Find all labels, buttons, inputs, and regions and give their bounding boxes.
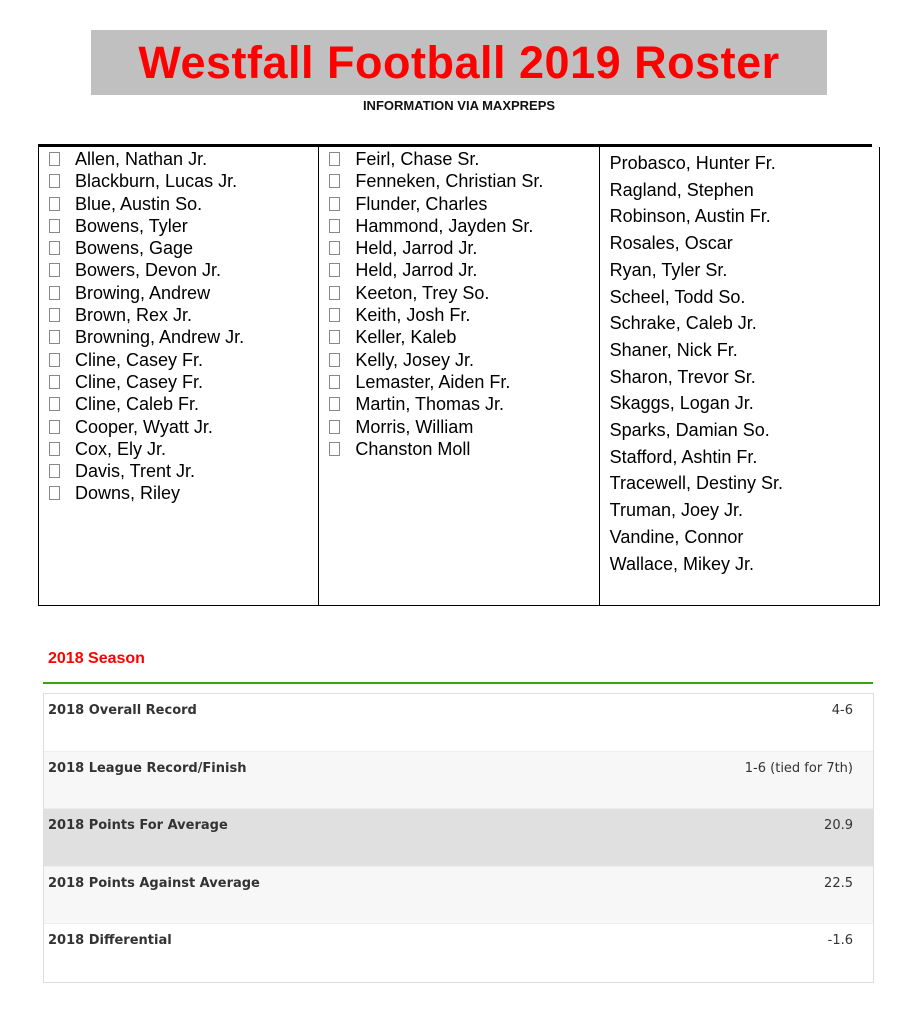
- roster-item: [319, 326, 598, 348]
- player-name: Ragland, Stephen: [609, 179, 754, 200]
- roster-item: [319, 304, 598, 326]
- player-name: Cline, Casey Fr.: [75, 371, 204, 392]
- checkbox-icon: [49, 486, 60, 500]
- player-name: Probasco, Hunter Fr.: [609, 153, 776, 173]
- player-name: Schrake, Caleb Jr.: [609, 313, 757, 334]
- roster-column-1: [39, 147, 319, 605]
- player-name: Chanston Moll: [355, 438, 471, 459]
- roster-item: [319, 349, 598, 371]
- roster-item: [600, 524, 879, 551]
- player-name: Shaner, Nick Fr.: [609, 339, 738, 360]
- roster-item: [39, 349, 318, 371]
- roster-item: [39, 282, 318, 304]
- player-name: Held, Jarrod Jr.: [355, 238, 478, 259]
- stat-value: 20.9: [824, 818, 853, 834]
- checkbox-icon: [329, 219, 340, 233]
- player-name: Bowens, Tyler: [75, 215, 188, 236]
- player-name: Stafford, Ashtin Fr.: [609, 446, 758, 467]
- checkbox-icon: [49, 197, 60, 211]
- roster-item: [600, 203, 879, 230]
- checkbox-icon: [329, 197, 340, 211]
- player-name: Downs, Riley: [75, 483, 181, 504]
- player-name: Blackburn, Lucas Jr.: [75, 171, 238, 192]
- stat-label: 2018 Points For Average: [48, 818, 228, 834]
- roster-table: [38, 147, 880, 606]
- roster-item: [600, 444, 879, 471]
- season-stats-table: [43, 693, 874, 983]
- checkbox-icon: [329, 397, 340, 411]
- roster-item: [319, 148, 598, 170]
- roster-item: [600, 230, 879, 257]
- roster-item: [39, 193, 318, 215]
- checkbox-icon: [329, 152, 340, 166]
- checkbox-icon: [329, 174, 340, 188]
- checkbox-icon: [49, 263, 60, 277]
- roster-item: [319, 371, 598, 393]
- checkbox-icon: [49, 442, 60, 456]
- checkbox-icon: [49, 464, 60, 478]
- player-name: Rosales, Oscar: [609, 233, 733, 254]
- stat-row: [44, 694, 873, 752]
- checkbox-icon: [329, 420, 340, 434]
- stat-value: 22.5: [824, 875, 853, 891]
- section-divider: [43, 682, 873, 684]
- roster-item: [319, 416, 598, 438]
- roster-item: [39, 215, 318, 237]
- player-name: Held, Jarrod Jr.: [355, 260, 478, 281]
- player-name: Keith, Josh Fr.: [355, 305, 471, 326]
- stat-label: 2018 Differential: [48, 933, 172, 949]
- roster-item: [39, 237, 318, 259]
- roster-item: [39, 482, 318, 504]
- checkbox-icon: [329, 308, 340, 322]
- season-heading: 2018 Season: [48, 650, 145, 667]
- roster-item: [600, 497, 879, 524]
- roster-item: [39, 326, 318, 348]
- player-name: Skaggs, Logan Jr.: [609, 393, 754, 414]
- player-name: Ryan, Tyler Sr.: [609, 259, 728, 280]
- player-name: Fenneken, Christian Sr.: [355, 171, 544, 192]
- checkbox-icon: [49, 152, 60, 166]
- stat-value: 1-6 (tied for 7th): [744, 760, 853, 776]
- player-name: Kelly, Josey Jr.: [355, 349, 475, 370]
- player-name: Browning, Andrew Jr.: [75, 327, 245, 348]
- roster-item: [600, 337, 879, 364]
- player-name: Scheel, Todd So.: [609, 286, 746, 307]
- stat-label: 2018 Overall Record: [48, 703, 197, 718]
- roster-item: [600, 390, 879, 417]
- roster-column-2: [319, 147, 599, 605]
- roster-item: [319, 237, 598, 259]
- player-name: Tracewell, Destiny Sr.: [609, 473, 784, 494]
- roster-item: [39, 148, 318, 170]
- player-name: Brown, Rex Jr.: [75, 305, 193, 326]
- page-title: Westfall Football 2019 Roster: [91, 30, 827, 95]
- player-name: Sharon, Trevor Sr.: [609, 366, 756, 387]
- stat-row: [44, 924, 873, 982]
- checkbox-icon: [329, 286, 340, 300]
- stat-row: [44, 867, 873, 925]
- player-name: Cox, Ely Jr.: [75, 438, 167, 459]
- stat-row: [44, 752, 873, 810]
- roster-item: [600, 257, 879, 284]
- checkbox-icon: [49, 219, 60, 233]
- player-name: Keeton, Trey So.: [355, 282, 490, 303]
- stat-label: 2018 League Record/Finish: [48, 760, 247, 776]
- player-name: Truman, Joey Jr.: [609, 500, 744, 521]
- stat-row: [44, 809, 873, 867]
- roster-item: [319, 193, 598, 215]
- roster-item: [39, 371, 318, 393]
- player-name: Cooper, Wyatt Jr.: [75, 416, 213, 437]
- roster-item: [39, 170, 318, 192]
- roster-item: [319, 393, 598, 415]
- player-name: Davis, Trent Jr.: [75, 461, 196, 482]
- roster-item: [600, 150, 879, 177]
- checkbox-icon: [49, 330, 60, 344]
- checkbox-icon: [49, 241, 60, 255]
- player-name: Lemaster, Aiden Fr.: [355, 371, 511, 392]
- checkbox-icon: [329, 375, 340, 389]
- checkbox-icon: [49, 353, 60, 367]
- roster-item: [600, 284, 879, 311]
- roster-item: [319, 282, 598, 304]
- roster-item: [39, 393, 318, 415]
- player-name: Allen, Nathan Jr.: [75, 149, 208, 169]
- roster-item: [600, 470, 879, 497]
- player-name: Cline, Casey Fr.: [75, 349, 204, 370]
- roster-item: [39, 416, 318, 438]
- player-name: Morris, William: [355, 416, 474, 437]
- stat-value: -1.6: [827, 933, 853, 949]
- checkbox-icon: [49, 375, 60, 389]
- player-name: Hammond, Jayden Sr.: [355, 215, 534, 236]
- player-name: Robinson, Austin Fr.: [609, 206, 771, 227]
- roster-item: [319, 259, 598, 281]
- player-name: Bowers, Devon Jr.: [75, 260, 222, 281]
- roster-item: [39, 259, 318, 281]
- roster-item: [600, 551, 879, 578]
- player-name: Feirl, Chase Sr.: [355, 149, 480, 169]
- roster-item: [39, 304, 318, 326]
- checkbox-icon: [329, 353, 340, 367]
- roster-item: [39, 438, 318, 460]
- player-name: Cline, Caleb Fr.: [75, 394, 200, 415]
- checkbox-icon: [49, 286, 60, 300]
- checkbox-icon: [49, 174, 60, 188]
- roster-item: [600, 310, 879, 337]
- roster-item: [600, 417, 879, 444]
- player-name: Keller, Kaleb: [355, 327, 457, 348]
- player-name: Flunder, Charles: [355, 193, 488, 214]
- checkbox-icon: [49, 420, 60, 434]
- player-name: Vandine, Connor: [609, 526, 744, 547]
- roster-item: [319, 170, 598, 192]
- stat-value: 4-6: [831, 703, 853, 718]
- roster-item: [600, 364, 879, 391]
- checkbox-icon: [49, 397, 60, 411]
- player-name: Bowens, Gage: [75, 238, 194, 259]
- player-name: Martin, Thomas Jr.: [355, 394, 505, 415]
- checkbox-icon: [329, 263, 340, 277]
- checkbox-icon: [329, 241, 340, 255]
- roster-item: [39, 460, 318, 482]
- roster-item: [600, 177, 879, 204]
- roster-column-3: [600, 147, 879, 605]
- player-name: Wallace, Mikey Jr.: [609, 553, 755, 574]
- stat-label: 2018 Points Against Average: [48, 875, 260, 891]
- roster-item: [319, 438, 598, 460]
- player-name: Sparks, Damian So.: [609, 420, 770, 441]
- roster-item: [319, 215, 598, 237]
- player-name: Blue, Austin So.: [75, 193, 203, 214]
- checkbox-icon: [49, 308, 60, 322]
- checkbox-icon: [329, 442, 340, 456]
- page-subtitle: INFORMATION VIA MAXPREPS: [362, 98, 556, 113]
- player-name: Browing, Andrew: [75, 282, 211, 303]
- checkbox-icon: [329, 330, 340, 344]
